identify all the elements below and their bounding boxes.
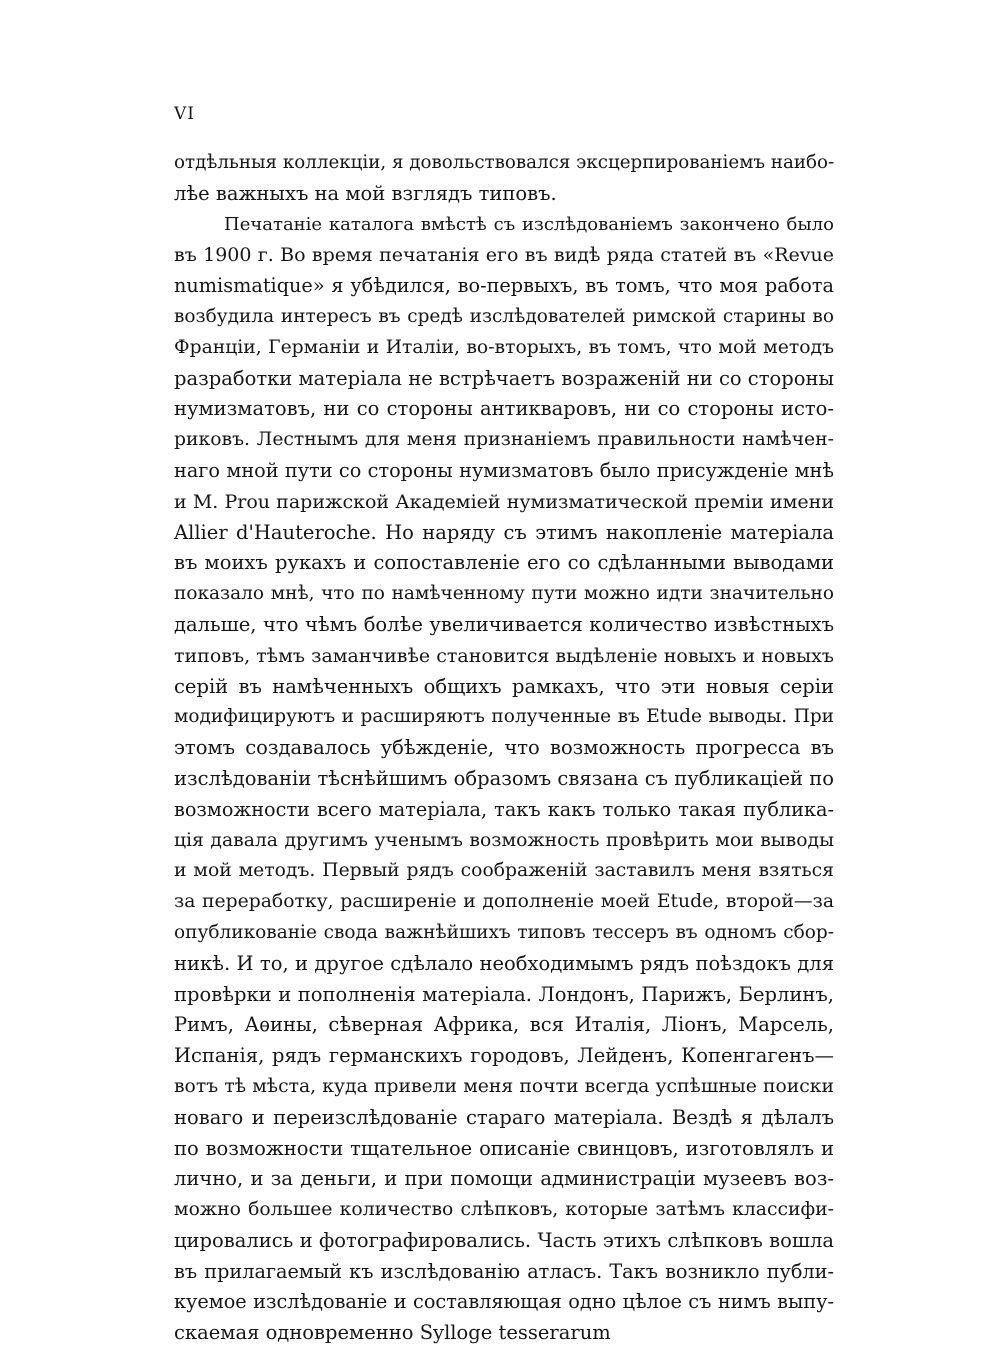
text-line: разработки матеріала не встрѣчаетъ возраженій ни со стороны bbox=[174, 366, 834, 390]
text-line: Allier d'Hauteroche. Но наряду съ этимъ накопленіе матеріала bbox=[174, 520, 834, 544]
text-line: показало мнѣ, что по намѣченному пути можно идти значительно bbox=[174, 583, 834, 605]
text-line: дальше, что чѣмъ болѣе увеличивается количество извѣстныхъ bbox=[174, 612, 834, 636]
text-line: модифицируютъ и расширяютъ полученные въ Etude выводы. При bbox=[174, 706, 834, 728]
text-line: цировались и фотографировались. Часть этихъ слѣпковъ вошла bbox=[174, 1228, 834, 1252]
text-line: лѣе важныхъ на мой взглядъ типовъ. bbox=[174, 181, 557, 205]
text-line: numismatique» я убѣдился, во-первыхъ, въ томъ, что моя работа bbox=[174, 274, 834, 298]
text-line: новаго и переизслѣдованіе стараго матеріала. Вездѣ я дѣлалъ bbox=[174, 1105, 834, 1129]
text-line: Франціи, Германіи и Италіи, во-вторыхъ, въ томъ, что мой методъ bbox=[174, 336, 834, 358]
text-line: возможности всего матеріала, такъ какъ только такая публика- bbox=[174, 797, 834, 821]
text-line: Испанія, рядъ германскихъ городовъ, Лейденъ, Копенгагенъ— bbox=[174, 1044, 834, 1068]
text-line: опубликованіе свода важнѣйшихъ типовъ тессеръ въ одномъ сбор- bbox=[174, 921, 834, 943]
text-line: Римъ, Аѳины, сѣверная Африка, вся Италія, Ліонъ, Марсель, bbox=[174, 1013, 834, 1037]
text-line: наго мной пути со стороны нумизматовъ было присужденіе мнѣ bbox=[174, 458, 834, 482]
text-line: куемое изслѣдованіе и составляющая одно цѣлое съ нимъ выпу- bbox=[174, 1290, 834, 1314]
text-line: серій въ намѣченныхъ общихъ рамкахъ, что эти новыя серіи bbox=[174, 674, 834, 698]
text-line: вотъ тѣ мѣста, куда привели меня почти всегда успѣшные поиски bbox=[174, 1075, 834, 1097]
body-text bbox=[174, 148, 834, 1349]
text-line: и мой методъ. Первый рядъ соображеній заставилъ меня взяться bbox=[174, 860, 834, 882]
text-line: провѣрки и пополненія матеріала. Лондонъ, Парижъ, Берлинъ, bbox=[174, 982, 834, 1006]
text-line: никѣ. И то, и другое сдѣлало необходимымъ рядъ поѣздокъ для bbox=[174, 951, 834, 975]
text-line: и M. Prou парижской Академіей нумизматической преміи имени bbox=[174, 490, 834, 513]
text-line: можно большее количество слѣпковъ, которые затѣмъ классифи- bbox=[174, 1199, 834, 1221]
text-line: изслѣдованіи тѣснѣйшимъ образомъ связана съ публикаціей по bbox=[174, 766, 834, 790]
text-line: по возможности тщательное описаніе свинцовъ, изготовлялъ и bbox=[174, 1136, 834, 1160]
text-line: лично, и за деньги, и при помощи администраціи музеевъ воз- bbox=[174, 1167, 834, 1191]
text-line: скаемая одновременно Sylloge tesserarum bbox=[174, 1321, 611, 1345]
text-line: ція давала другимъ ученымъ возможность провѣрить мои выводы bbox=[174, 829, 834, 851]
page-number: VI bbox=[174, 104, 195, 124]
text-line: нумизматовъ, ни со стороны антикваровъ, ни со стороны исто- bbox=[174, 397, 834, 421]
text-line: возбудила интересъ въ средѣ изслѣдователей римской старины во bbox=[174, 305, 834, 327]
text-line: этомъ создавалось убѣжденіе, что возможность прогресса въ bbox=[174, 736, 834, 760]
text-line: отдѣльныя коллекціи, я довольствовался эксцерпированіемъ наибо- bbox=[174, 152, 835, 173]
text-line: Печатаніе каталога вмѣстѣ съ изслѣдованіемъ закончено было bbox=[224, 213, 834, 235]
text-line: въ моихъ рукахъ и сопоставленіе его со сдѣланными выводами bbox=[174, 551, 834, 575]
text-line: за переработку, расширеніе и дополненіе моей Etude, второй—за bbox=[174, 891, 834, 913]
text-line: въ прилагаемый къ изслѣдованію атласъ. Такъ возникло публи- bbox=[174, 1259, 834, 1283]
text-line: типовъ, тѣмъ заманчивѣе становится выдѣленіе новыхъ и новыхъ bbox=[174, 644, 834, 667]
text-line: въ 1900 г. Во время печатанія его въ видѣ ряда статей въ «Revue bbox=[174, 244, 834, 267]
text-line: риковъ. Лестнымъ для меня признаніемъ правильности намѣчен- bbox=[174, 429, 834, 451]
